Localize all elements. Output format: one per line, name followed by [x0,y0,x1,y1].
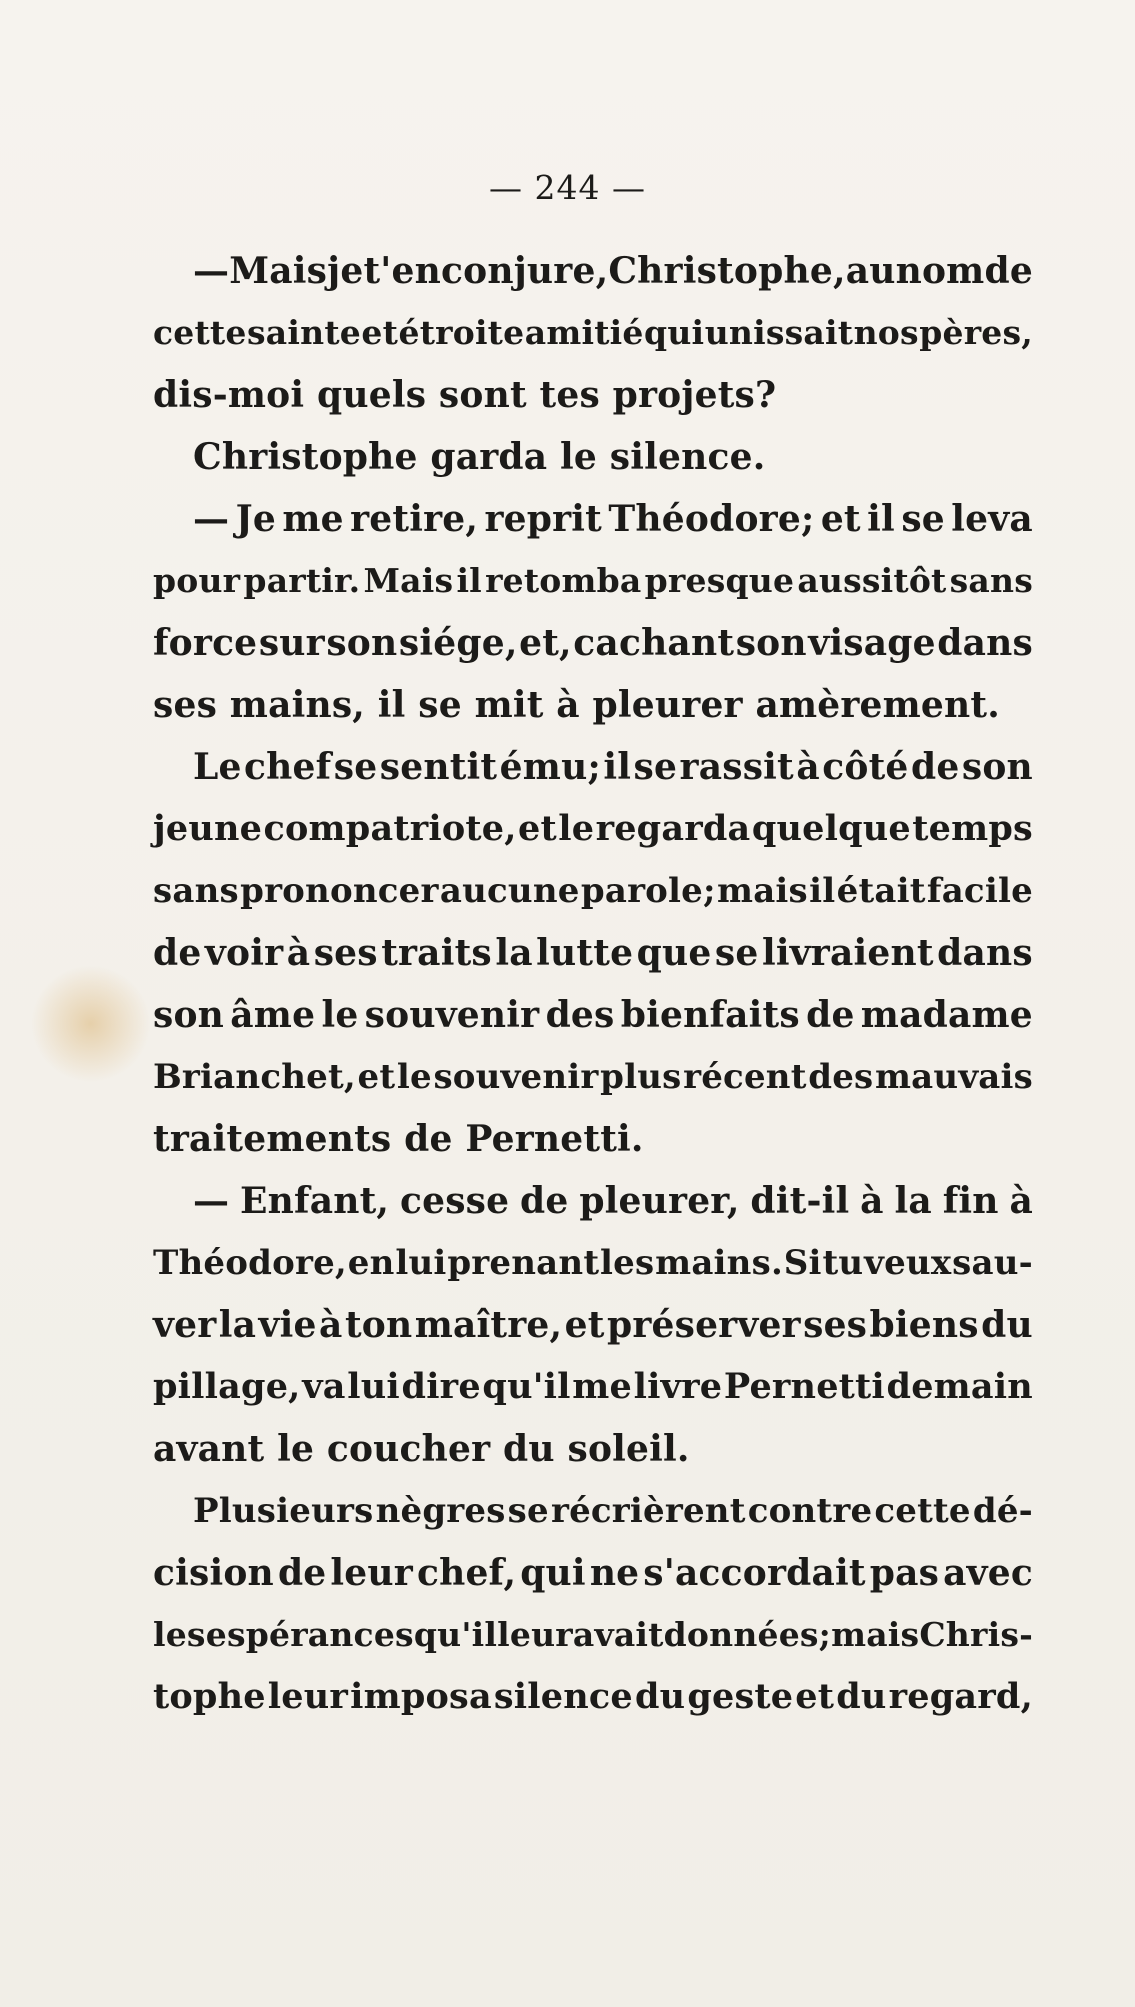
word: Mais [363,561,454,600]
word: la [218,1304,257,1346]
line-text: traitements de Pernetti. [153,1118,644,1160]
word: le [396,1057,432,1097]
word: prenant [447,1243,600,1283]
word: regarda [595,808,751,849]
word: sur [258,622,325,664]
text-line [153,1108,1033,1170]
word: à [1009,1180,1033,1222]
word: qu'il [482,1366,571,1407]
word: Le [193,746,242,788]
word: conjure, [441,250,609,292]
word: à [860,1180,884,1222]
word: unissait [704,313,854,352]
word: sans [949,561,1033,600]
word: ne [589,1552,640,1594]
word: rassit [679,746,794,788]
word: de [910,746,960,788]
word: ton [344,1304,413,1346]
text-line [153,798,1033,860]
word: se [507,1491,549,1531]
word: tophe [153,1676,266,1717]
word: du [981,1304,1033,1346]
text-line [153,674,1033,736]
text-line [153,240,1033,302]
word: silence [493,1676,633,1717]
word: sentit [379,746,498,788]
word: et [820,498,861,540]
word: récent [683,1057,807,1097]
word: nom [895,250,985,292]
word: et [357,1057,396,1097]
word: regard, [888,1676,1033,1717]
word: leur [330,1552,413,1594]
word: les [153,1615,206,1654]
word: madame [860,994,1033,1036]
word: Christophe, [608,250,846,292]
body-text [153,240,1033,1728]
word: fin [942,1180,999,1222]
word: leur [497,1615,573,1654]
line-text: Christophe garda le silence. [193,436,766,478]
word: plus [600,1057,682,1097]
word: force [153,622,258,664]
line-text: avant le coucher du soleil. [153,1428,690,1470]
word: Si [783,1243,822,1283]
word: geste [687,1676,794,1717]
word: cachant [573,622,735,664]
text-line [153,612,1033,674]
word: imposa [350,1676,492,1717]
word: cesse [399,1180,510,1222]
word: cette [874,1491,971,1531]
text-line [153,488,1033,550]
word: nos [853,313,919,352]
word: espérances [205,1615,414,1654]
word: son [326,622,398,664]
word: sainte [247,313,361,352]
word: Chris- [919,1615,1033,1654]
word: chef [244,746,332,788]
word: du [634,1676,686,1717]
word: t'en [363,250,441,292]
word: sau- [952,1243,1033,1283]
word: de [806,994,855,1036]
word: dans [937,622,1033,664]
text-line [153,922,1033,984]
word: son [735,622,807,664]
word: nègres [375,1491,506,1531]
word: ver [153,1304,217,1346]
text-line [153,1542,1033,1604]
word: son [961,746,1033,788]
word: âme [230,994,316,1036]
word: me [282,498,344,540]
word: Plusieurs [193,1491,374,1531]
word: de [277,1552,327,1594]
word: livre [633,1366,723,1407]
word: lui [395,1243,447,1283]
word: Enfant, [240,1180,390,1222]
text-line [153,1604,1033,1666]
word: — [193,250,230,292]
word: données; [663,1615,832,1654]
word: chef, [416,1552,517,1594]
word: compatriote, [263,808,517,849]
word: — [193,498,230,540]
word: et [564,1304,605,1346]
text-line [153,302,1033,364]
word: à [796,746,820,788]
word: se [633,746,678,788]
text-line [153,1480,1033,1542]
text-line [153,1294,1033,1356]
word: le [558,808,595,849]
word: traits [381,932,492,974]
word: — [193,1180,230,1222]
word: au [845,250,896,292]
word: souvenir [364,994,540,1036]
word: Mais [229,250,328,292]
text-line [153,550,1033,612]
word: que [636,932,712,974]
word: maître, [414,1304,563,1346]
word: de [984,250,1033,292]
word: me [572,1366,632,1407]
word: à [319,1304,343,1346]
word: Je [235,498,276,540]
word: la [894,1180,932,1222]
word: avec [943,1552,1033,1594]
word: pleurer, [579,1180,740,1222]
word: cette [153,313,247,352]
text-line [153,1356,1033,1418]
word: Pernetti [723,1366,885,1407]
text-line [153,364,1033,426]
word: aucune [439,871,580,911]
word: demain [886,1366,1033,1407]
word: contre [747,1491,873,1531]
text-line [153,736,1033,798]
word: facile [926,871,1033,911]
word: dé- [972,1491,1033,1531]
word: visage [808,622,936,664]
word: tu [822,1243,864,1283]
word: sans [153,871,239,911]
word: pour [153,561,241,600]
word: et, [519,622,572,664]
word: vie [258,1304,317,1346]
word: et [517,808,557,849]
word: leur [267,1676,349,1717]
word: avait [572,1615,664,1654]
word: lui [347,1366,400,1407]
word: Théodore; [608,498,815,540]
word: aussitôt [797,561,947,600]
word: il [867,498,895,540]
text-line [153,1418,1033,1480]
word: de [153,932,202,974]
word: pillage, [153,1366,301,1407]
word: lutte [536,932,634,974]
word: préserver [606,1304,801,1346]
word: se [714,932,759,974]
word: Brianchet, [153,1057,356,1097]
word: dans [937,932,1033,974]
word: récrièrent [550,1491,746,1531]
word: côté [822,746,909,788]
word: et [361,313,399,352]
word: dire [401,1366,481,1407]
line-text: dis-moi quels sont tes projets? [153,374,777,416]
text-line [153,426,1033,488]
word: des [808,1057,874,1097]
word: prononcer [240,871,439,911]
word: son [153,994,225,1036]
word: je [327,250,364,292]
word: pères, [919,313,1033,352]
word: il [809,871,836,911]
word: de [520,1180,569,1222]
word: s'accordait [643,1552,866,1594]
word: il [603,746,632,788]
word: du [836,1676,887,1717]
text-line [153,984,1033,1046]
line-text: ses mains, il se mit à pleurer amèrement. [153,684,1000,726]
text-line [153,1666,1033,1728]
text-line [153,860,1033,922]
word: qui [644,313,705,352]
word: mains. [655,1243,783,1283]
text-line [153,1046,1033,1108]
word: à [286,932,311,974]
word: en [347,1243,395,1283]
word: veux [864,1243,952,1283]
word: ses [803,1304,868,1346]
word: amitié [524,313,644,352]
word: retire, [350,498,479,540]
word: mais [717,871,808,911]
word: des [545,994,615,1036]
word: livraient [761,932,934,974]
word: se [901,498,945,540]
text-line [153,1232,1033,1294]
word: Théodore, [153,1243,347,1283]
word: voir [204,932,284,974]
word: parole; [580,871,716,911]
word: étroite [398,313,525,352]
word: mais [831,1615,920,1654]
word: ses [313,932,378,974]
word: cision [153,1552,274,1594]
word: la [495,932,533,974]
word: dit-il [750,1180,850,1222]
word: les [600,1243,655,1283]
word: va [302,1366,346,1407]
word: qu'il [413,1615,498,1654]
word: reprit [484,498,603,540]
word: qui [520,1552,586,1594]
word: le [321,994,359,1036]
word: biens [869,1304,979,1346]
word: il [456,561,482,600]
word: mauvais [875,1057,1033,1097]
word: se [333,746,378,788]
word: siége, [398,622,518,664]
word: retomba [485,561,642,600]
word: souvenir [433,1057,599,1097]
word: ému; [499,746,601,788]
word: leva [951,498,1033,540]
word: était [836,871,926,911]
word: pas [869,1552,940,1594]
word: temps [912,808,1033,849]
text-line [153,1170,1033,1232]
page-number: — 244 — [489,168,646,207]
word: et [795,1676,835,1717]
word: bienfaits [620,994,800,1036]
word: partir. [243,561,361,600]
word: quelque [751,808,911,849]
word: jeune [153,808,263,849]
word: presque [644,561,795,600]
